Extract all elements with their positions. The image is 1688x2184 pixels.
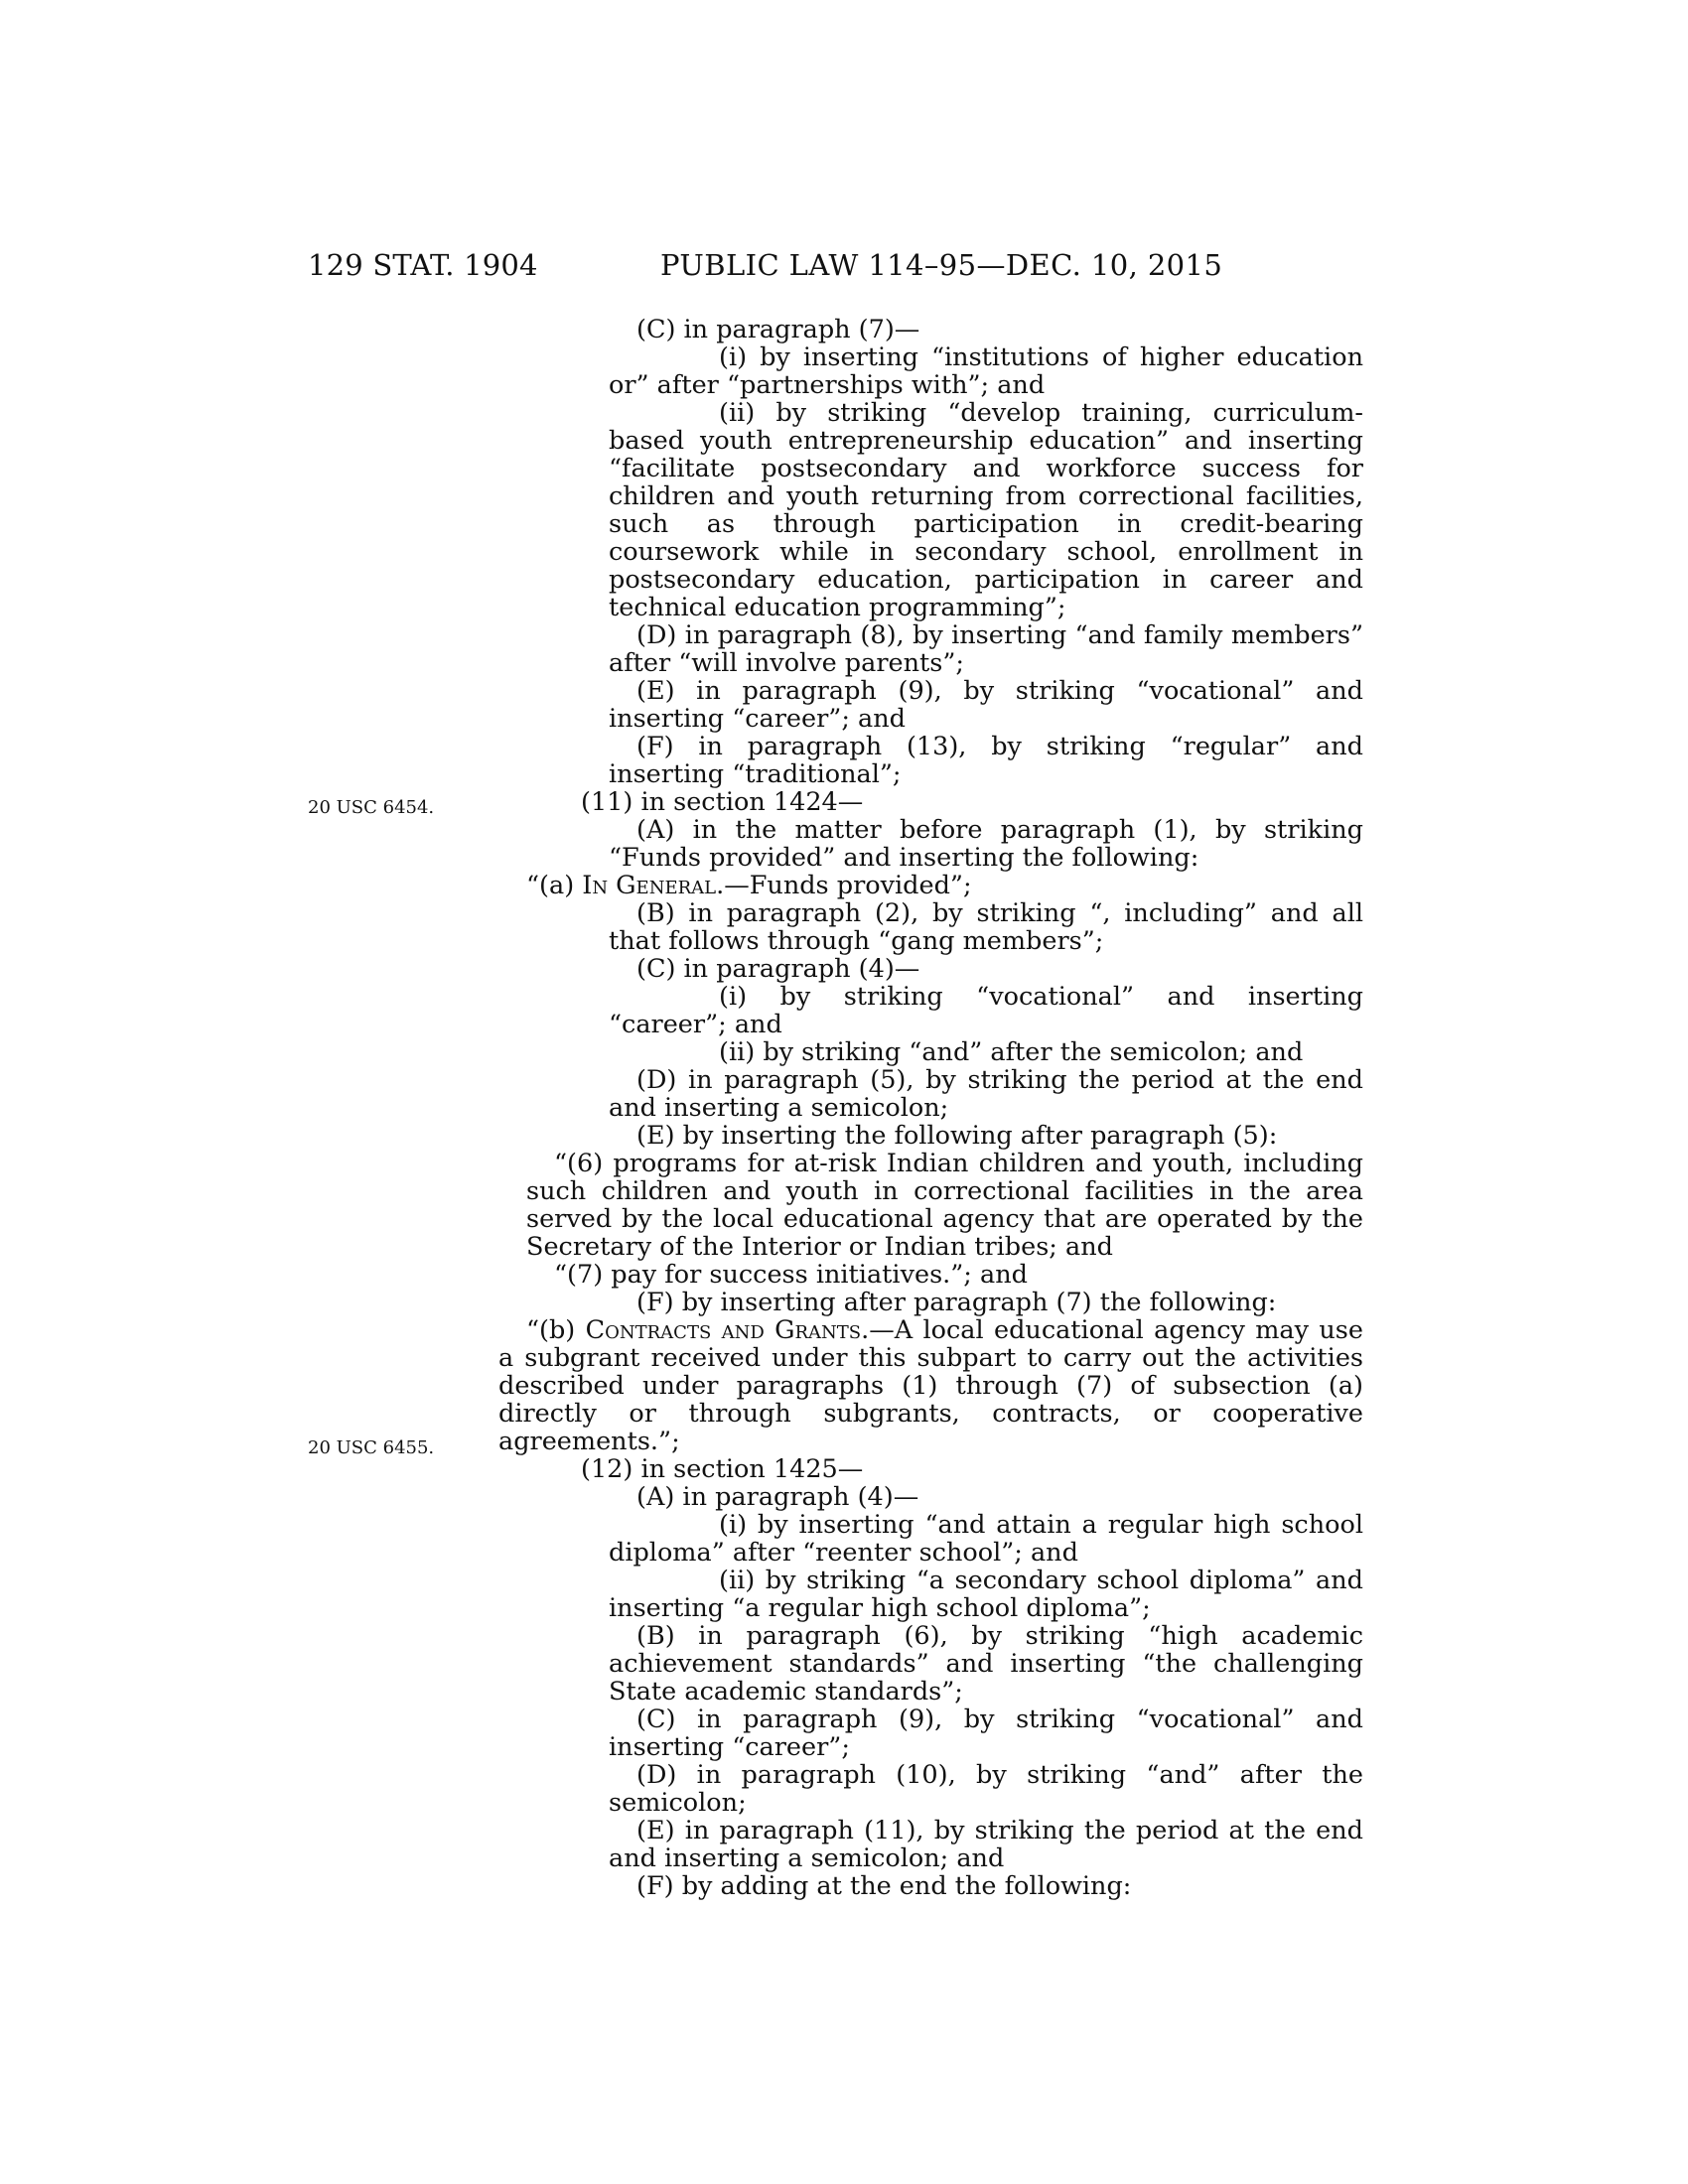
paragraph: (F) by inserting after paragraph (7) the following: — [636, 1288, 1277, 1317]
paragraph: (D) in paragraph (10), by striking “and” after the semicolon; — [609, 1760, 1363, 1818]
quote-text: .—Funds provided”; — [716, 871, 972, 900]
quote-heading: Contracts and Grants — [585, 1315, 862, 1345]
paragraph: (i) by inserting “institutions of higher education or” after “partnerships with”; and — [609, 342, 1363, 400]
paragraph: (A) in the matter before paragraph (1), by striking “Funds provided” and inserting the following: — [609, 815, 1363, 873]
paragraph: (C) in paragraph (4)— — [636, 954, 920, 984]
paragraph: (12) in section 1425— — [581, 1454, 864, 1484]
paragraph: “(6) programs for at-risk Indian children and youth, including such children and youth in correctional facilities in the area served by the local educational agency that are operated by the Secretary of the Interior or Indian tribes; and — [526, 1149, 1363, 1262]
paragraph: (E) in paragraph (11), by striking the period at the end and inserting a semicolon; and — [609, 1816, 1363, 1873]
quote-lead: “(a) — [526, 871, 583, 900]
paragraph: (F) by adding at the end the following: — [636, 1871, 1132, 1901]
paragraph: (D) in paragraph (5), by striking the period at the end and inserting a semicolon; — [609, 1065, 1363, 1123]
quoted-subsection — [498, 1316, 1363, 1455]
paragraph: (ii) by striking “a secondary school diploma” and inserting “a regular high school diploma”; — [609, 1566, 1363, 1623]
law-title: PUBLIC LAW 114–95—DEC. 10, 2015 — [660, 248, 1223, 282]
paragraph: (C) in paragraph (9), by striking “vocational” and inserting “career”; — [609, 1705, 1363, 1762]
paragraph: (C) in paragraph (7)— — [636, 315, 920, 344]
paragraph: (i) by striking “vocational” and inserting “career”; and — [609, 982, 1363, 1039]
document-body — [498, 316, 1363, 1900]
quoted-subsection — [498, 872, 1363, 899]
margin-note-usc-6454: 20 USC 6454. — [308, 797, 435, 818]
stat-citation: 129 STAT. 1904 — [308, 248, 538, 282]
paragraph: (B) in paragraph (6), by striking “high academic achievement standards” and inserting “the challenging State academic standards”; — [609, 1621, 1363, 1706]
page-header — [0, 248, 1688, 288]
paragraph: (ii) by striking “and” after the semicolon; and — [719, 1037, 1304, 1067]
quote-heading: In General — [582, 871, 717, 900]
paragraph: (ii) by striking “develop training, curriculum-based youth entrepreneurship education” and inserting “facilitate postsecondary and workforce success for children and youth returning from correctional facilities, such as through participation in credit-bearing coursework while in secondary school, enrollment in postsecondary education, participation in career and technical education programming”; — [609, 398, 1363, 622]
paragraph: (D) in paragraph (8), by inserting “and family members” after “will involve parents”; — [609, 620, 1363, 678]
quote-lead: “(b) — [526, 1315, 586, 1345]
margin-note-usc-6455: 20 USC 6455. — [308, 1437, 435, 1458]
paragraph: (A) in paragraph (4)— — [636, 1482, 919, 1512]
paragraph: (B) in paragraph (2), by striking “, including” and all that follows through “gang members”; — [609, 898, 1363, 956]
paragraph: (E) in paragraph (9), by striking “vocational” and inserting “career”; and — [609, 676, 1363, 734]
paragraph: “(7) pay for success initiatives.”; and — [554, 1260, 1028, 1290]
paragraph: (E) by inserting the following after paragraph (5): — [636, 1121, 1278, 1151]
paragraph: (11) in section 1424— — [581, 787, 864, 817]
paragraph: (F) in paragraph (13), by striking “regular” and inserting “traditional”; — [609, 732, 1363, 789]
quote-text: .—A local educational agency may use a subgrant received under this subpart to carry out the activities described under paragraphs (1) through (7) of subsection (a) directly or through subgrants, contracts, or cooperative agreements.”; — [498, 1315, 1363, 1456]
paragraph: (i) by inserting “and attain a regular high school diploma” after “reenter school”; and — [609, 1510, 1363, 1568]
